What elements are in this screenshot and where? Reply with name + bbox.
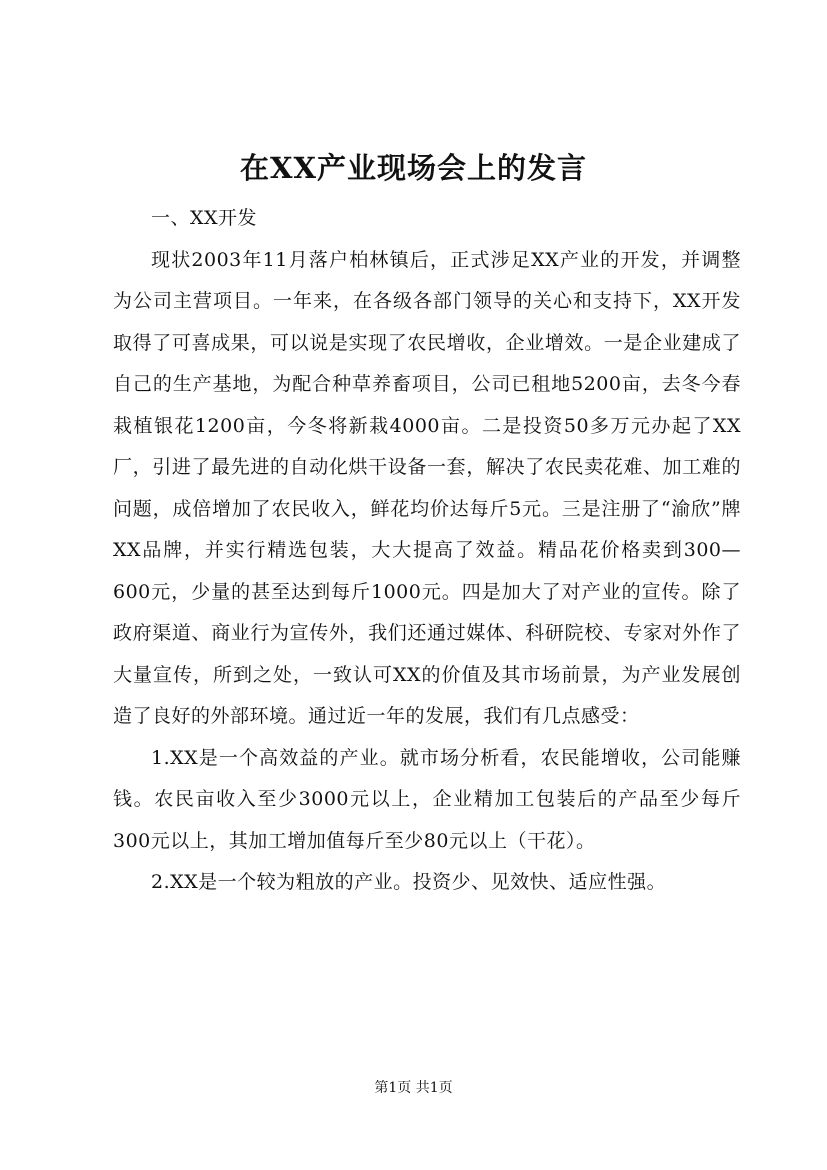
- section-heading: 一、XX开发: [151, 207, 258, 229]
- document-body: [113, 198, 741, 904]
- page-footer: 第1页 共1页: [374, 1080, 453, 1096]
- paragraph-status: 现状2003年11月落户柏林镇后，正式涉足XX产业的开发，并调整为公司主营项目。一年来，在各级各部门领导的关心和支持下，XX开发取得了可喜成果，可以说是实现了农民增收，企业增效。一是企业建成了自己的生产基地，为配合种草养畜项目，公司已租地5200亩，去冬今春栽植银花1200亩，今冬将新栽4000亩。二是投资50多万元办起了XX厂，引进了最先进的自动化烘干设备一套，解决了农民卖花难、加工难的问题，成倍增加了农民收入，鲜花均价达每斤5元。三是注册了“渝欣”牌XX品牌，并实行精选包装，大大提高了效益。精品花价格卖到300—600元，少量的甚至达到每斤1000元。四是加大了对产业的宣传。除了政府渠道、商业行为宣传外，我们还通过媒体、科研院校、专家对外作了大量宣传，所到之处，一致认可XX的价值及其市场前景，为产业发展创造了良好的外部环境。通过近一年的发展，我们有几点感受：: [113, 248, 741, 727]
- paragraph-point-1: 1.XX是一个高效益的产业。就市场分析看，农民能增收，公司能赚钱。农民亩收入至少3000元以上，企业精加工包装后的产品至少每斤300元以上，其加工增加值每斤至少80元以上（干花）。: [113, 746, 741, 852]
- paragraph-point-2: 2.XX是一个较为粗放的产业。投资少、见效快、适应性强。: [151, 871, 667, 893]
- document-title: 在XX产业现场会上的发言: [239, 151, 587, 185]
